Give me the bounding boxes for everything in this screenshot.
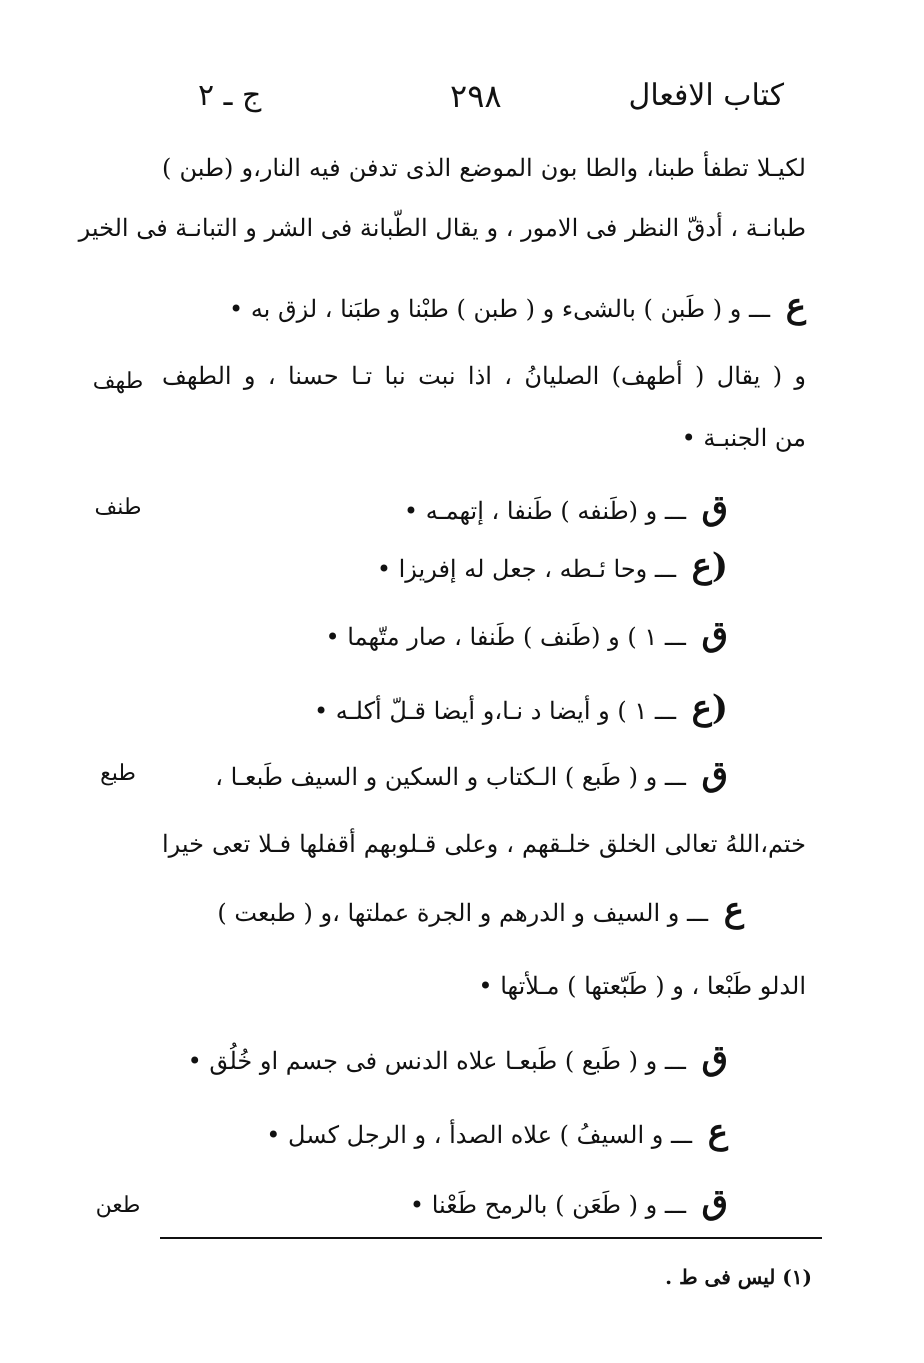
margin-root-word: طعن [95, 1193, 141, 1218]
line-tag: (ع [691, 546, 728, 586]
line-tag: (ع [691, 688, 728, 728]
book-title: كتاب الافعال [628, 78, 784, 113]
margin-root-word: طهف [92, 369, 144, 394]
footnote: (١) ليس فى ط . [665, 1265, 812, 1289]
volume-label: ج ـ ٢ [198, 78, 262, 113]
text-line: ق ـــ ١ ) و (طَنف ) طَنفا ، صار متّهما • [325, 614, 728, 654]
line-tag: ق [701, 488, 728, 528]
text-line: (ع ـــ ١ ) و أيضا د نـا،و أيضا قـلّ أكلـه • [313, 688, 728, 728]
text-line: لكيـلا تطفأ طبنا، والطا بون الموضع الذى تدفن فيه النار،و (طبن ) [162, 154, 806, 182]
line-tag: ع [707, 1112, 728, 1152]
line-tag: ق [701, 1182, 728, 1222]
line-tag: ق [701, 614, 728, 654]
text-line: طبانـة ، أدقّ النظر فى الامور ، و يقال الطّبانة فى الشر و التبانـة فى الخير [78, 214, 806, 242]
text-line: ق ـــ و ( طَعَن ) بالرمح طَعْنا • [409, 1182, 728, 1222]
text-line: ختم،اللهُ تعالى الخلق خلـقهم ، وعلى قـلوبهم أقفلها فـلا تعى خيرا [162, 830, 806, 858]
text-line: ع ـــ و السيف و الدرهم و الجرة عملتها ،و ( طبعت ) [217, 890, 744, 930]
text-line: ق ـــ و ( طَبع ) الـكتاب و السكين و السيف طَبعـا ، [215, 754, 728, 794]
footnote-divider [160, 1237, 822, 1239]
line-tag: ع [723, 890, 744, 930]
text-line: (ع ـــ وحا ئـطه ، جعل له إفريزا • [376, 546, 728, 586]
text-line: من الجنبـة • [681, 424, 806, 452]
text-line: ع ـــ و السيفُ ) علاه الصدأ ، و الرجل كسل • [266, 1112, 728, 1152]
line-tag: ق [701, 1038, 728, 1078]
margin-root-word: طنف [94, 495, 142, 520]
text-line: ق ـــ و ( طَبع ) طَبعـا علاه الدنس فى جسم او خُلُق • [187, 1038, 728, 1078]
line-tag: ع [785, 286, 806, 326]
page-number: ٢٩٨ [450, 77, 502, 115]
text-line: ق ـــ و (طَنفه ) طَنفا ، إتهمـه • [403, 488, 728, 528]
margin-root-word: طبع [100, 761, 136, 786]
line-tag: ق [701, 754, 728, 794]
text-line: الدلو طَبْعا ، و ( طَبّعتها ) مـلأتها • [478, 972, 806, 1000]
text-line: و ( يقال ( أطهف) الصليانُ ، اذا نبت نبا تـا حسنا ، و الطهف [162, 362, 806, 390]
text-line: ع ـــ و ( طَبن ) بالشىء و ( طبن ) طبْنا و طبَنا ، لزق به • [229, 286, 806, 326]
